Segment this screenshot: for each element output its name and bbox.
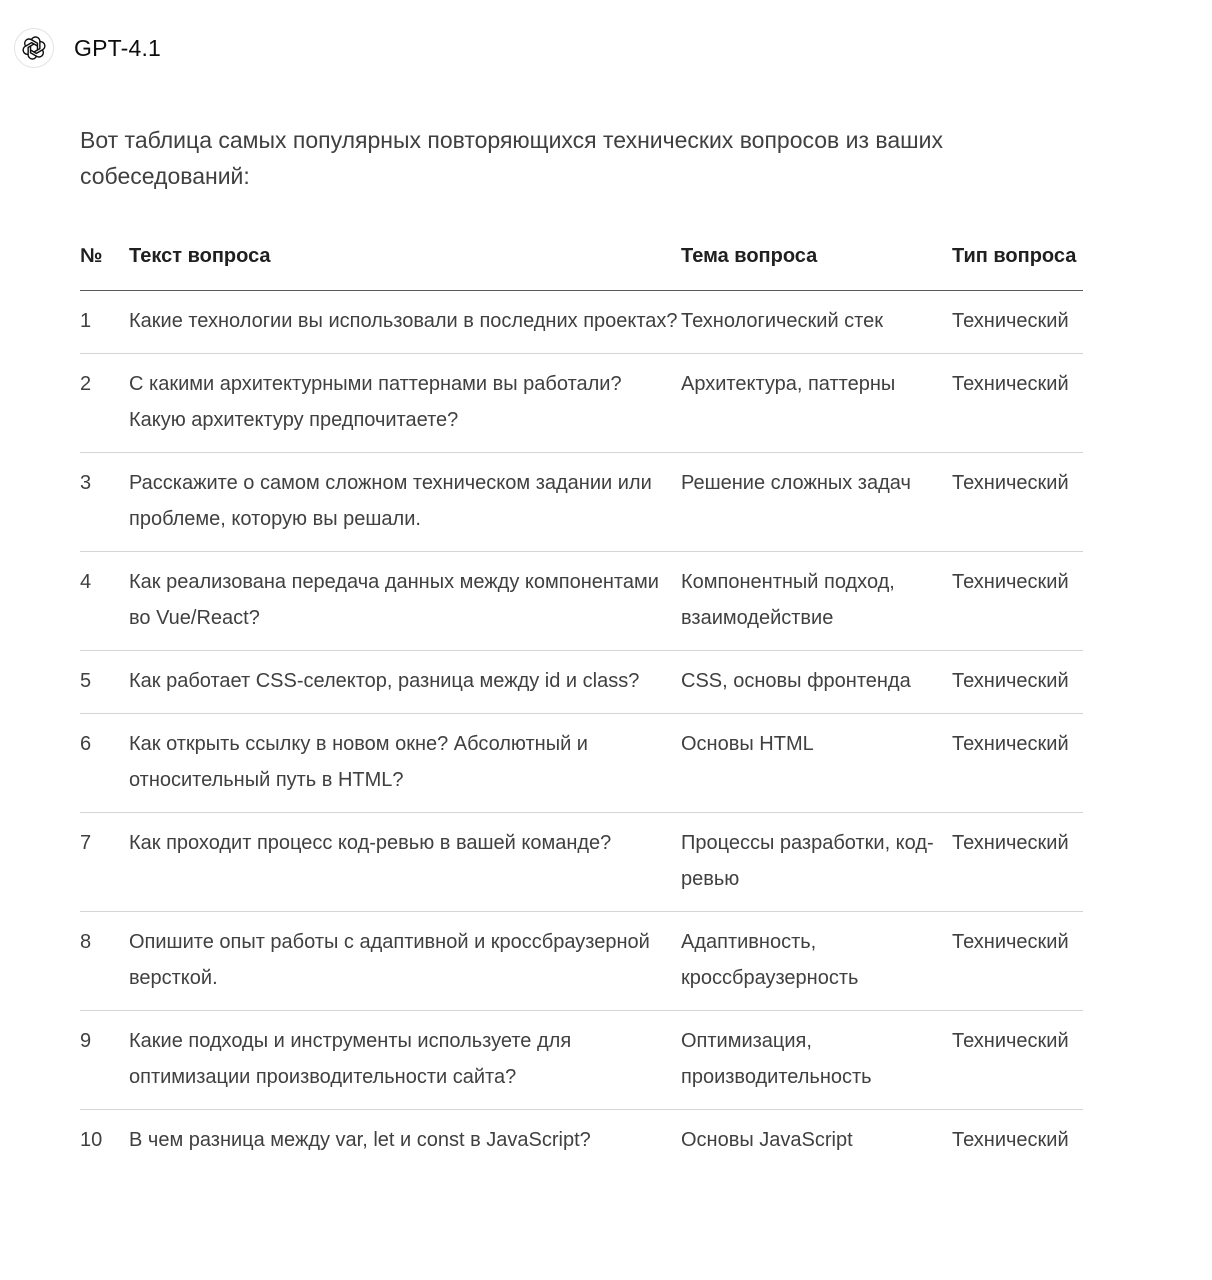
row-num: 10 bbox=[80, 1129, 103, 1151]
row-type: Технический bbox=[952, 291, 1083, 354]
row-num: 8 bbox=[80, 912, 129, 1011]
row-question-text: Как реализована передача данных между компонентами во Vue/React? bbox=[129, 552, 681, 651]
table-row bbox=[80, 714, 1083, 813]
row-question-text: Расскажите о самом сложном техническом задании или проблеме, которую вы решали. bbox=[129, 453, 681, 552]
openai-logo-icon bbox=[21, 35, 47, 61]
table-row bbox=[80, 1011, 1083, 1110]
row-type: Технический bbox=[952, 714, 1083, 813]
model-name: GPT-4.1 bbox=[74, 34, 162, 61]
row-topic: CSS, основы фронтенда bbox=[681, 651, 952, 714]
row-type: Технический bbox=[952, 651, 1083, 714]
header-text: Текст вопроса bbox=[129, 238, 681, 291]
row-topic: Архитектура, паттерны bbox=[681, 354, 952, 453]
assistant-avatar bbox=[14, 28, 54, 68]
row-num: 3 bbox=[80, 453, 129, 552]
row-question-text: Опишите опыт работы с адаптивной и кроссбраузерной версткой. bbox=[129, 912, 681, 1011]
row-topic: Процессы разработки, код-ревью bbox=[681, 813, 952, 912]
table-row bbox=[80, 912, 1083, 1011]
row-type: Технический bbox=[952, 813, 1083, 912]
row-topic: Основы HTML bbox=[681, 714, 952, 813]
row-question-text: Как открыть ссылку в новом окне? Абсолютный и относительный путь в HTML? bbox=[129, 714, 681, 813]
table-row bbox=[80, 453, 1083, 552]
row-topic: Технологический стек bbox=[681, 291, 952, 354]
row-type: Технический bbox=[952, 1011, 1083, 1110]
row-topic: Решение сложных задач bbox=[681, 453, 952, 552]
row-type: Технический bbox=[952, 453, 1083, 552]
row-question-text: Какие подходы и инструменты используете для оптимизации производительности сайта? bbox=[129, 1011, 681, 1110]
table-row bbox=[80, 552, 1083, 651]
row-num: 5 bbox=[80, 651, 129, 714]
row-topic: Компонентный подход, взаимодействие bbox=[681, 552, 952, 651]
table-row bbox=[80, 1110, 1083, 1173]
row-num: 7 bbox=[80, 813, 129, 912]
row-topic: Адаптивность, кроссбраузерность bbox=[681, 912, 952, 1011]
row-topic: Основы JavaScript bbox=[681, 1129, 853, 1151]
table-row bbox=[80, 651, 1083, 714]
row-type: Технический bbox=[952, 552, 1083, 651]
row-question-text: Как проходит процесс код-ревью в вашей команде? bbox=[129, 813, 681, 912]
questions-table bbox=[80, 238, 1083, 1172]
row-type: Технический bbox=[952, 912, 1083, 1011]
table-header-row bbox=[80, 238, 1083, 291]
row-question-text: В чем разница между var, let и const в JavaScript? bbox=[129, 1129, 591, 1151]
row-num: 2 bbox=[80, 354, 129, 453]
row-topic: Оптимизация, производительность bbox=[681, 1011, 952, 1110]
header-num: № bbox=[80, 238, 129, 291]
row-num: 4 bbox=[80, 552, 129, 651]
header-topic: Тема вопроса bbox=[681, 238, 952, 291]
row-question-text: С какими архитектурными паттернами вы работали? Какую архитектуру предпочитаете? bbox=[129, 354, 681, 453]
row-question-text: Как работает CSS-селектор, разница между id и class? bbox=[129, 651, 681, 714]
row-type: Технический bbox=[952, 1129, 1069, 1151]
row-num: 6 bbox=[80, 714, 129, 813]
row-type: Технический bbox=[952, 354, 1083, 453]
header-type: Тип вопроса bbox=[952, 238, 1083, 291]
table-row bbox=[80, 813, 1083, 912]
row-num: 9 bbox=[80, 1011, 129, 1110]
row-num: 1 bbox=[80, 291, 129, 354]
message-header bbox=[14, 28, 161, 68]
table-row bbox=[80, 354, 1083, 453]
row-question-text: Какие технологии вы использовали в последних проектах? bbox=[129, 291, 681, 354]
table-row bbox=[80, 291, 1083, 354]
intro-text: Вот таблица самых популярных повторяющихся технических вопросов из ваших собеседований: bbox=[80, 127, 943, 189]
